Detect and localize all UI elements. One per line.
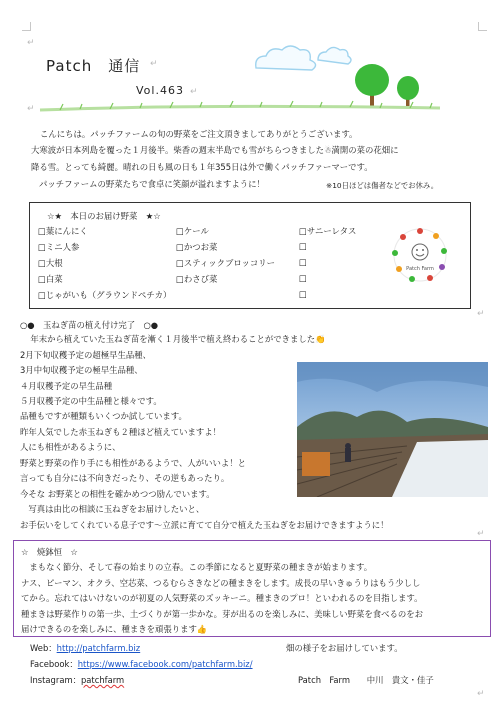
onion-line: 昨年人気でした赤玉ねぎも２種ほど植えていますよ！ bbox=[20, 427, 221, 437]
cloud-icon bbox=[256, 46, 351, 70]
facebook-row bbox=[30, 658, 253, 671]
veg-item: □ミニ人参 bbox=[38, 242, 80, 252]
delivery-vegetables-box bbox=[29, 202, 471, 309]
paragraph-mark: ↵ bbox=[477, 689, 485, 699]
veg-item: □白菜 bbox=[38, 274, 63, 284]
paragraph-mark: ↵ bbox=[150, 59, 158, 69]
facebook-label: Facebook： bbox=[30, 659, 78, 669]
web-label: Web： bbox=[30, 643, 57, 653]
season-line: 種まきは野菜作りの第一歩、土づくりが第一歩かな。芽が出るのを楽しみに、美味しい野菜を食べるのをお bbox=[21, 609, 423, 619]
logo-text: Patch Farm bbox=[406, 266, 434, 272]
veg-item: □ bbox=[299, 257, 307, 267]
onion-line: 今そな お野菜との相性を確かめつつ励んでいます。 bbox=[20, 489, 215, 499]
season-line: 届けできるのを楽しみに、種まきを頑張ります👍 bbox=[21, 624, 208, 634]
volume-number: Vol.463 bbox=[136, 84, 184, 97]
instagram-row bbox=[30, 674, 124, 687]
onion-line: 品種もですが種類もいくつか試しています。 bbox=[20, 411, 187, 421]
newsletter-title: Patch 通信 bbox=[46, 57, 141, 75]
onion-line: 写真は由比の相談に玉ねぎをお届けしたいと、 bbox=[20, 504, 205, 514]
season-line: ナス、ピーマン、オクラ、空芯菜、つるむらさきなどの種まきをします。成長の早いきゅうりはもう少しし bbox=[21, 578, 421, 588]
intro-line-3: 降る雪。とっても綺麗。晴れの日も風の日も１年355日は外で働くパッチファーマーです。 bbox=[31, 162, 373, 172]
onion-line: 3月中旬収穫予定の極早生品種、 bbox=[20, 365, 143, 375]
intro-note: ※10日ほどは傷者などでお休み。 bbox=[326, 181, 439, 190]
veg-item: □かつお菜 bbox=[176, 242, 218, 252]
patch-farm-logo bbox=[390, 225, 450, 285]
paragraph-mark: ↵ bbox=[190, 87, 198, 97]
onion-line: 人にも相性があるように、 bbox=[20, 442, 121, 452]
web-row bbox=[30, 642, 140, 655]
paragraph-mark: ↵ bbox=[477, 529, 485, 539]
onion-line: ５月収穫予定の中生品種と様々です。 bbox=[20, 396, 162, 406]
veg-item: □ bbox=[299, 241, 307, 251]
onion-line: 年末から植えていた玉ねぎ苗を漸く１月後半で植え終わることができました👏 bbox=[22, 334, 326, 344]
tree-icon bbox=[355, 64, 419, 108]
footer-note: 畑の様子をお届けしています。 bbox=[286, 643, 403, 653]
veg-item: □わさび菜 bbox=[176, 274, 218, 284]
seasonal-note-box bbox=[13, 540, 491, 637]
veg-item: □ケール bbox=[176, 226, 209, 236]
veg-item: □サニーレタス bbox=[299, 226, 357, 236]
season-line: まもなく節分、そして春の始まりの立春。この季節になると夏野菜の種まきが始まります。 bbox=[21, 562, 373, 572]
intro-line-2: 大寒波が日本列島を覆った１月後半。柴香の週末半島でも雪がちらつきました☃満開の菜の花畑に bbox=[31, 145, 399, 155]
onion-field-photo bbox=[297, 362, 488, 497]
veg-item: □じゃがいも（グラウンドペチカ） bbox=[38, 290, 172, 300]
veg-item: □葉にんにく bbox=[38, 226, 88, 236]
onion-line: 野菜と野菜の作り手にも相性があるようで、人がいいよ！と bbox=[20, 458, 246, 468]
signature: Patch Farm 中川 貴文・佳子 bbox=[298, 675, 434, 685]
season-line: てから。忘れてはいけないのが初夏の人気野菜のズッキーニ。種まきのプロ！といわれるのを目指します。 bbox=[21, 593, 423, 603]
box-heading: ☆★ 本日のお届け野菜 ★☆ bbox=[47, 211, 161, 221]
onion-line: 2月下旬収穫予定の超極早生品種、 bbox=[20, 350, 151, 360]
facebook-link[interactable]: https://www.facebook.com/patchfarm.biz/ bbox=[77, 659, 253, 669]
onion-line: 言っても自分には不向きだったり、その逆もあったり。 bbox=[20, 473, 230, 483]
intro-line-4: パッチファームの野菜たちで食卓に笑顔が溢れますように！ bbox=[39, 179, 265, 189]
onion-line: お手伝いをしてくれている息子です～立派に育てて自分で植えた玉ねぎをお届けできますように！ bbox=[20, 520, 389, 530]
instagram-handle: patchfarm bbox=[80, 675, 125, 685]
paragraph-mark: ↵ bbox=[477, 309, 485, 319]
intro-line-1: こんにちは。パッチファームの旬の野菜をご注文頂きましてありがとうございます。 bbox=[40, 129, 358, 139]
season-heading: ☆ 焼鉢恒 ☆ bbox=[21, 547, 78, 557]
paragraph-mark: ↵ bbox=[27, 104, 35, 114]
veg-item: □スティックブロッコリー bbox=[176, 258, 276, 268]
web-link[interactable]: http://patchfarm.biz bbox=[56, 643, 141, 653]
header-illustration bbox=[0, 0, 503, 130]
grass-border bbox=[40, 101, 440, 110]
veg-item: □大根 bbox=[38, 258, 63, 268]
veg-item: □ bbox=[299, 273, 307, 283]
paragraph-mark: ↵ bbox=[27, 38, 35, 48]
veg-item: □ bbox=[299, 289, 307, 299]
instagram-label: Instagram： bbox=[30, 675, 81, 685]
onion-heading: ○● 玉ねぎ苗の植え付け完了 ○● bbox=[20, 320, 159, 330]
onion-line: ４月収穫予定の早生品種 bbox=[20, 381, 113, 391]
